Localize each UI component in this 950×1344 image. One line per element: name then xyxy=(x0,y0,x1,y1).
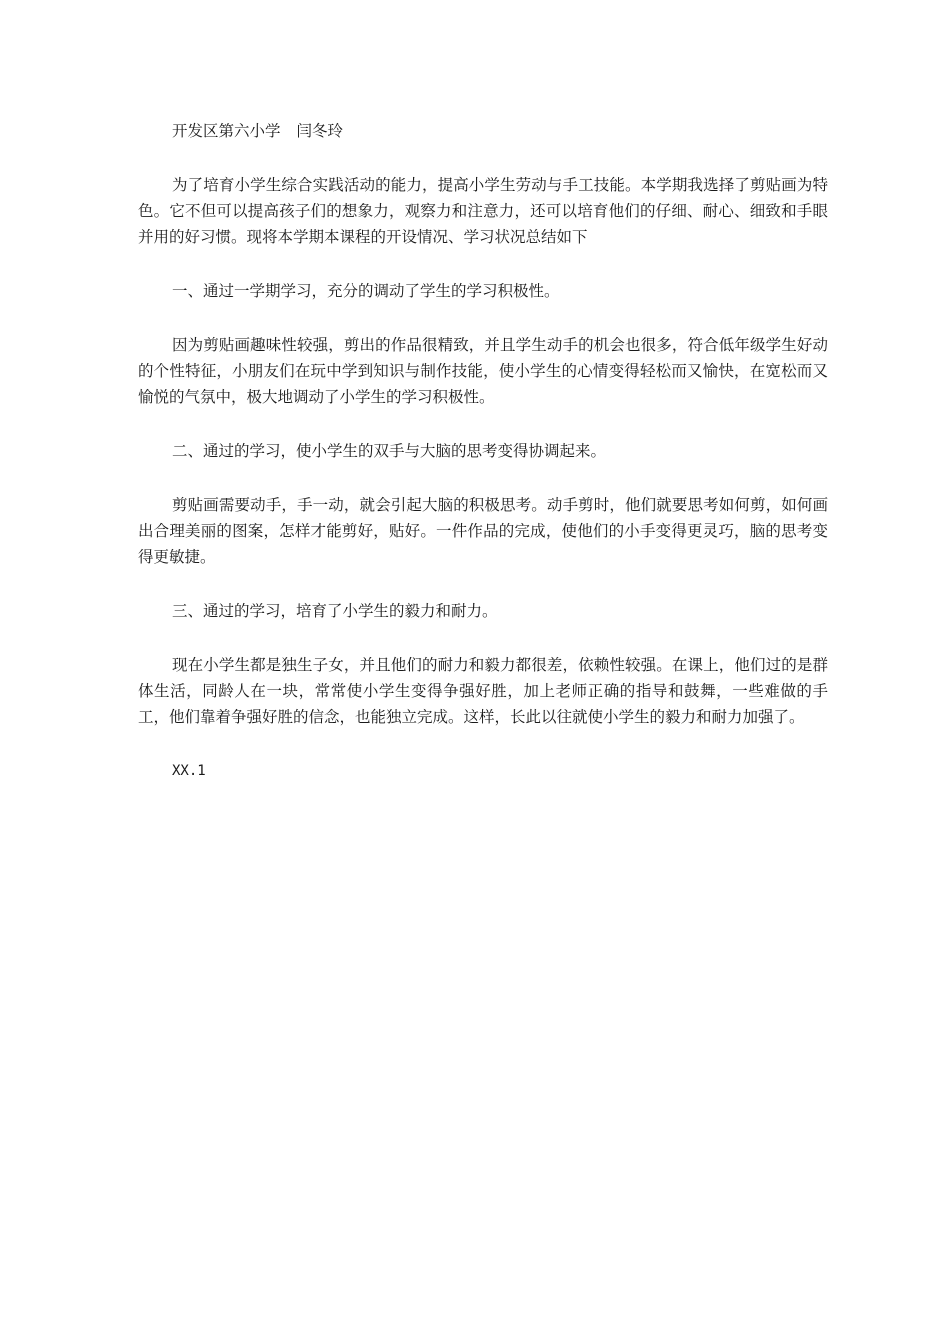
section-3-body: 现在小学生都是独生子女，并且他们的耐力和毅力都很差，依赖性较强。在课上，他们过的是群体生活，同龄人在一块，常常使小学生变得争强好胜，加上老师正确的指导和鼓舞，一些难做的手工，他们靠着争强好胜的信念，也能独立完成。这样，长此以往就使小学生的毅力和耐力加强了。 xyxy=(138,656,828,726)
section-2-heading: 二、通过的学习，使小学生的双手与大脑的思考变得协调起来。 xyxy=(172,442,607,460)
date-line: XX.1 xyxy=(172,763,206,779)
section-2-body: 剪贴画需要动手，手一动，就会引起大脑的积极思考。动手剪时，他们就要思考如何剪，如何画出合理美丽的图案，怎样才能剪好，贴好。一件作品的完成，使他们的小手变得更灵巧，脑的思考变得更敏捷。 xyxy=(138,496,828,566)
author-line xyxy=(138,118,828,144)
section-3-heading: 三、通过的学习，培育了小学生的毅力和耐力。 xyxy=(172,602,498,620)
section-1-body: 因为剪贴画趣味性较强，剪出的作品很精致，并且学生动手的机会也很多，符合低年级学生好动的个性特征，小朋友们在玩中学到知识与制作技能，使小学生的心情变得轻松而又愉快，在宽松而又愉悦的气氛中，极大地调动了小学生的学习积极性。 xyxy=(138,336,828,406)
section-1-heading: 一、通过一学期学习，充分的调动了学生的学习积极性。 xyxy=(172,282,560,300)
intro-paragraph: 为了培育小学生综合实践活动的能力，提高小学生劳动与手工技能。本学期我选择了剪贴画为特色。它不但可以提高孩子们的想象力，观察力和注意力，还可以培育他们的仔细、耐心、细致和手眼并用的好习惯。现将本学期本课程的开设情况、学习状况总结如下 xyxy=(138,176,828,246)
author-name: 闫冬玲 xyxy=(296,122,344,140)
document-body xyxy=(138,118,828,812)
school-name: 开发区第六小学 xyxy=(172,122,281,140)
